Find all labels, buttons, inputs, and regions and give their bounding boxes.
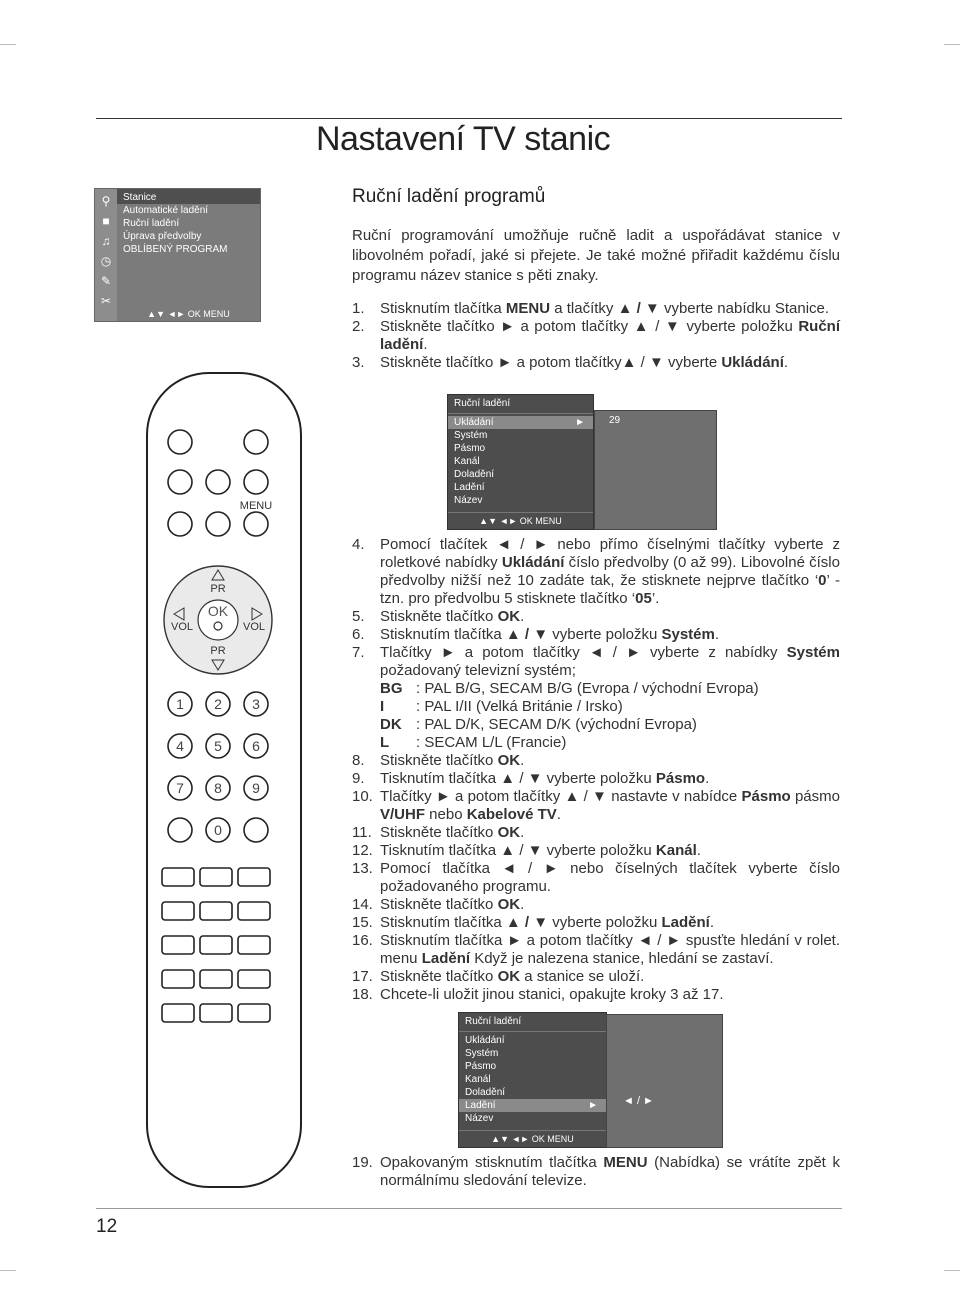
side-menu-item[interactable]: OBLÍBENÝ PROGRAM <box>123 244 228 255</box>
pr-up-label: PR <box>210 583 226 595</box>
digit-label: 4 <box>176 738 184 754</box>
intro-text: Ruční programování umožňuje ručně ladit a uspořádávat stanice v libovolném pořadí, jaké si přejete. Je také možné přiřadit každému číslu programu název stanice s pěti znaky. <box>352 227 840 284</box>
osd-menu-item[interactable]: Ladění ► <box>459 1099 606 1112</box>
function-button <box>200 1004 232 1022</box>
function-button <box>238 936 270 954</box>
function-button <box>238 868 270 886</box>
tv-system-desc: : PAL D/K, SECAM D/K (východní Evropa) <box>416 716 697 733</box>
step-number: 2. <box>352 318 365 335</box>
step-number: 15. <box>352 914 373 931</box>
osd-menu-item[interactable]: Ladění <box>454 482 485 493</box>
vol-left-label: VOL <box>170 621 194 633</box>
step-number: 5. <box>352 608 365 625</box>
function-button <box>162 970 194 988</box>
osd-menu-item[interactable]: Pásmo <box>465 1061 497 1072</box>
step-number: 4. <box>352 536 365 553</box>
osd-menu-item[interactable]: Název <box>465 1113 494 1124</box>
menu-button <box>244 512 268 536</box>
step-text: Stiskněte tlačítko ► a potom tlačítky▲ / ▼ vyberte Ukládání. <box>380 354 789 371</box>
instruction-step <box>352 626 840 644</box>
side-menu-item[interactable]: Úprava předvolby <box>123 231 202 242</box>
step-number: 17. <box>352 968 373 985</box>
tv-system-entry <box>380 716 840 734</box>
step-text: Stiskněte tlačítko OK a stanice se uloží. <box>380 968 645 985</box>
step-number: 6. <box>352 626 365 643</box>
osd-menu-item[interactable]: Doladění <box>454 469 495 480</box>
tv-system-desc: : PAL I/II (Velká Británie / Irsko) <box>416 698 623 715</box>
steps-list-d <box>352 1154 840 1190</box>
step-text: Stiskněte tlačítko OK. <box>380 752 525 769</box>
instruction-step <box>352 1154 840 1190</box>
menu-label: MENU <box>239 500 273 512</box>
digit-label: 6 <box>252 738 260 754</box>
osd-menu-tuning-2 <box>458 1012 607 1148</box>
button-e <box>206 512 230 536</box>
osd-icon-column <box>95 189 117 321</box>
side-menu-item[interactable]: Stanice <box>123 192 157 203</box>
osd-menu-item[interactable]: Doladění <box>465 1087 506 1098</box>
digit-label: 2 <box>214 696 222 712</box>
step-text: Stiskněte tlačítko OK. <box>380 896 525 913</box>
step-number: 8. <box>352 752 365 769</box>
bottom-rule <box>96 1208 842 1209</box>
steps-list-a <box>352 300 840 372</box>
time-icon: ◷ <box>100 254 112 268</box>
osd-menu-item[interactable]: Systém <box>465 1048 499 1059</box>
title-rule <box>96 118 842 119</box>
function-button <box>238 902 270 920</box>
sound-icon: ♫ <box>101 234 111 248</box>
step-text: Pomocí tlačítka ◄ / ► nebo číselných tlačítek vyberte číslo požadovaného programu. <box>380 860 840 895</box>
instruction-step <box>352 788 840 824</box>
tv-system-code: BG <box>380 680 403 697</box>
osd-value: ◄ / ► <box>623 1095 654 1107</box>
ok-dot <box>214 622 222 630</box>
tv-system-entry <box>380 680 840 698</box>
step-number: 18. <box>352 986 373 1003</box>
ok-label: OK <box>207 603 229 619</box>
function-button <box>162 868 194 886</box>
step-text: Tlačítky ► a potom tlačítky ◄ / ► vyberte z nabídky Systém požadovaný televizní systém; <box>380 644 840 679</box>
instruction-step <box>352 770 840 788</box>
button-a <box>168 470 192 494</box>
instruction-step <box>352 824 840 842</box>
function-button <box>200 970 232 988</box>
function-button <box>238 1004 270 1022</box>
side-menu-footer: ▲▼ ◄► OK MENU <box>147 309 230 319</box>
side-menu-list <box>117 191 227 256</box>
tv-system-code: I <box>380 698 385 715</box>
step-text: Tlačítky ► a potom tlačítky ▲ / ▼ nastavte v nabídce Pásmo pásmo V/UHF nebo Kabelové TV. <box>380 788 840 823</box>
digit-label: 0 <box>214 822 222 838</box>
special-icon: ✎ <box>100 274 112 288</box>
step-text: Stiskněte tlačítko OK. <box>380 824 525 841</box>
osd-menu-item[interactable]: Kanál <box>454 456 480 467</box>
vol-right-label: VOL <box>242 621 266 633</box>
instruction-step <box>352 536 840 608</box>
osd-value-box-1 <box>594 410 717 530</box>
step-text: Stisknutím tlačítka MENU a tlačítky ▲ / ▼ vyberte nabídku Stanice. <box>380 300 830 317</box>
step-number: 14. <box>352 896 373 913</box>
osd-menu-item[interactable]: Kanál <box>465 1074 491 1085</box>
step-text: Stisknutím tlačítka ► a potom tlačítky ◄ / ► spusťte hledání v rolet. menu Ladění Když je nalezena stanice, hledání se zastaví. <box>380 932 840 967</box>
step-text: Tisknutím tlačítka ▲ / ▼ vyberte položku Kanál. <box>380 842 701 859</box>
side-menu-item[interactable]: Automatické ladění <box>123 205 209 216</box>
step-text: Opakovaným stisknutím tlačítka MENU (Nabídka) se vrátíte zpět k normálnímu sledování televize. <box>380 1154 840 1189</box>
step-number: 1. <box>352 300 365 317</box>
osd-menu-title: Ruční ladění <box>459 1013 606 1032</box>
remote-control-illustration <box>144 370 304 1190</box>
digit-label: 8 <box>214 780 222 796</box>
antenna-icon: ⚲ <box>101 194 111 208</box>
function-button <box>238 970 270 988</box>
osd-menu-item[interactable]: Název <box>454 495 483 506</box>
tv-system-code: L <box>380 734 390 751</box>
instruction-step <box>352 842 840 860</box>
side-osd-menu <box>94 188 261 322</box>
right-arrow-icon: ► <box>588 1100 598 1111</box>
step-text: Pomocí tlačítek ◄ / ► nebo přímo číselnými tlačítky vyberte z roletkové nabídky Ukládání číslo předvolby (0 až 99). Libovolné číslo předvolby nižší než 10 zadáte tak, že stisknete nejprve tlačítko ‘0’ - tzn. pro předvolbu 5 stisknete tlačítko ‘05’. <box>380 536 840 607</box>
osd-value: 29 <box>609 415 621 426</box>
page-number: 12 <box>96 1216 118 1237</box>
instruction-step <box>352 914 840 932</box>
function-button <box>200 936 232 954</box>
side-menu-item[interactable]: Ruční ladění <box>123 218 180 229</box>
picture-icon: ■ <box>102 214 110 228</box>
screen-icon: ✂ <box>100 294 112 308</box>
step-number: 12. <box>352 842 373 859</box>
osd-menu-footer: ▲▼ ◄► OK MENU <box>448 512 593 529</box>
osd-menu-tuning-1 <box>447 394 594 530</box>
step-number: 9. <box>352 770 365 787</box>
function-button <box>162 902 194 920</box>
instruction-step <box>352 318 840 354</box>
tv-system-entry <box>380 698 840 716</box>
instruction-step <box>352 354 840 372</box>
button-d <box>168 512 192 536</box>
instruction-step <box>352 932 840 968</box>
step-number: 11. <box>352 824 372 841</box>
tv-system-desc: : SECAM L/L (Francie) <box>416 734 567 751</box>
instruction-step <box>352 644 840 680</box>
osd-menu-footer: ▲▼ ◄► OK MENU <box>459 1130 606 1147</box>
step-number: 13. <box>352 860 373 877</box>
tv-system-desc: : PAL B/G, SECAM B/G (Evropa / východní Evropa) <box>416 680 759 697</box>
extra-round-button <box>168 818 192 842</box>
function-button <box>200 902 232 920</box>
step-number: 10. <box>352 788 373 805</box>
digit-label: 1 <box>176 696 184 712</box>
button-b <box>206 470 230 494</box>
osd-menu-item[interactable]: Pásmo <box>454 443 486 454</box>
step-text: Stisknutím tlačítka ▲ / ▼ vyberte položku Systém. <box>380 626 720 643</box>
step-number: 3. <box>352 354 365 371</box>
osd-menu-item[interactable]: Ukládání <box>465 1035 505 1046</box>
step-text: Stiskněte tlačítko OK. <box>380 608 525 625</box>
steps-list-b <box>352 536 840 1004</box>
instruction-step <box>352 896 840 914</box>
function-button <box>162 936 194 954</box>
digit-label: 3 <box>252 696 260 712</box>
osd-menu-title: Ruční ladění <box>448 395 593 414</box>
tv-system-entry <box>380 734 840 752</box>
instruction-step <box>352 300 840 318</box>
step-text: Chcete-li uložit jinou stanici, opakujte kroky 3 až 17. <box>380 986 724 1003</box>
instruction-step <box>352 752 840 770</box>
instruction-step <box>352 986 840 1004</box>
osd-menu-item[interactable]: Systém <box>454 430 488 441</box>
section-title: Ruční ladění programů <box>352 186 546 207</box>
extra-round-button <box>244 818 268 842</box>
power-button <box>168 430 192 454</box>
step-text: Tisknutím tlačítka ▲ / ▼ vyberte položku Pásmo. <box>380 770 710 787</box>
function-button <box>200 868 232 886</box>
step-number: 16. <box>352 932 373 949</box>
digit-label: 7 <box>176 780 184 796</box>
step-number: 7. <box>352 644 365 661</box>
instruction-step <box>352 608 840 626</box>
step-text: Stiskněte tlačítko ► a potom tlačítky ▲ / ▼ vyberte položku Ruční ladění. <box>380 318 840 353</box>
right-arrow-icon: ► <box>575 417 585 428</box>
osd-value-box-2 <box>606 1014 723 1148</box>
page-title: Nastavení TV stanic <box>316 120 611 158</box>
pr-down-label: PR <box>210 645 226 657</box>
step-number: 19. <box>352 1154 373 1171</box>
button-c <box>244 470 268 494</box>
digit-label: 9 <box>252 780 260 796</box>
digit-label: 5 <box>214 738 222 754</box>
instruction-step <box>352 860 840 896</box>
function-button <box>162 1004 194 1022</box>
osd-menu-item[interactable]: Ukládání ► <box>448 416 593 429</box>
tv-button <box>244 430 268 454</box>
tv-system-code: DK <box>380 716 402 733</box>
step-text: Stisknutím tlačítka ▲ / ▼ vyberte položku Ladění. <box>380 914 714 931</box>
instruction-step <box>352 968 840 986</box>
